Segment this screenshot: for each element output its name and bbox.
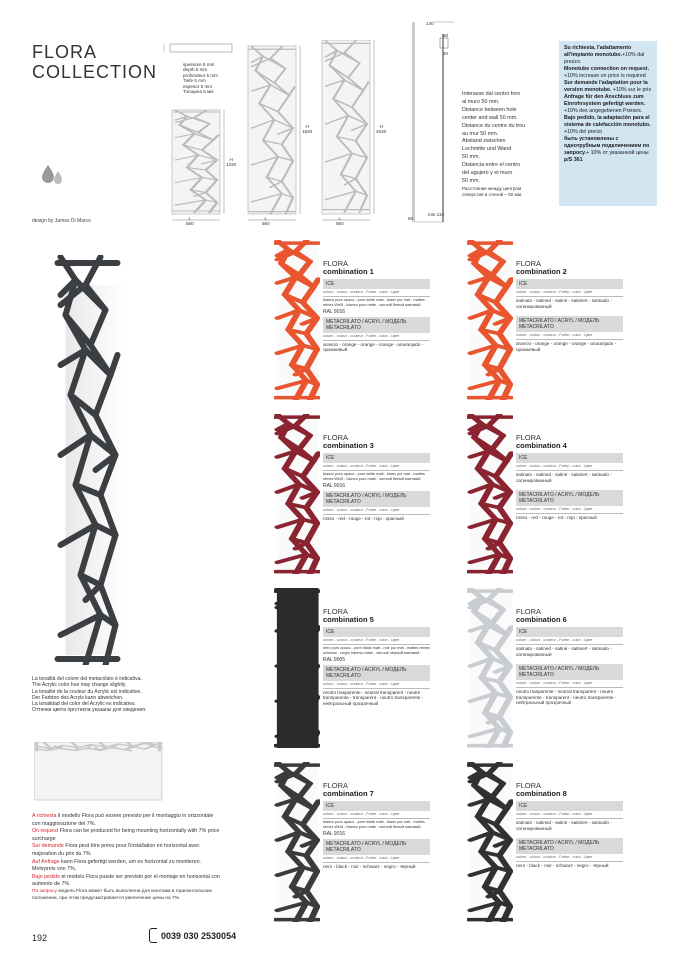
acryl-color: arancio - orange - orange - orange - anaranjado - оранжевый	[323, 341, 424, 353]
mono-bold: Su richiesta, l'adattamento all'impianto monotubo.	[564, 45, 632, 58]
note-line	[32, 874, 222, 889]
colore-label: colore - colour - couleur - Farbe - color - Цвет	[516, 289, 623, 297]
ice-finish: satinato - satined - satiné - satiniert - satinado - сатинированный	[516, 472, 612, 483]
colore-label: colore - colour - couleur - Farbe - color - Цвет	[323, 855, 430, 863]
combination-4-radiator-image	[467, 414, 513, 579]
mono-bold: Anfrage für den Anschluss zum Einrohrsystem gefertigt werden.	[564, 94, 646, 107]
dim-value: 1820	[302, 129, 313, 135]
ice-header: ICE	[516, 627, 623, 637]
dim-h2	[302, 124, 312, 135]
combination-3	[323, 434, 430, 521]
page-title	[32, 42, 157, 82]
note-line: La tonalité de la couleur du Acrylic est indicative.	[32, 688, 142, 695]
dim-w3	[336, 216, 344, 227]
acryl-color: neutro trasparente - neutral transparent - neutre transparente - transparent - neutro transparente - нейтральный прозрачный	[516, 689, 617, 706]
note-line	[32, 859, 222, 874]
combination-5-radiator-image	[274, 588, 320, 753]
acryl-header: METACRILATO / ACRYL / МОДЕЛЬ METACRILATO	[323, 317, 430, 333]
ral-code: RAL 9016	[323, 830, 346, 837]
spec-line: espesor 5 mm	[183, 83, 213, 89]
ice-finish: bianco puro opaco - pure white matt - blanc pur mat - mattes reines Weiß - blanco puro mate - чистый белый матовый	[323, 472, 425, 481]
spec-line: profondeur 5 mm	[183, 72, 218, 78]
mono-bold: Bajo pedido, la adaptación para el sistema de calefacción monotubo.	[564, 115, 651, 128]
acryl-header: METACRILATO / ACRYL / МОДЕЛЬ METACRILATO	[323, 839, 430, 855]
colore-label: colore - colour - couleur - Farbe - color - Цвет	[516, 506, 623, 514]
spec-line: Tiefe 5 mm	[183, 78, 206, 84]
ice-header: ICE	[516, 453, 623, 463]
designer-credit: design by James Di Marco	[32, 218, 91, 224]
dim-h3	[376, 124, 386, 135]
horizontal-radiator-image	[34, 742, 164, 807]
dim-letter: H	[379, 124, 383, 129]
note-line: al muro 50 mm.	[462, 98, 500, 105]
mono-text: +10% del precio	[564, 129, 603, 135]
combination-3-radiator-image	[274, 414, 320, 579]
colore-label: colore - colour - couleur - Farbe - color - Цвет	[516, 854, 623, 862]
note-line: Abstand zwischen	[462, 138, 506, 145]
note-line: Distance du centre du trou	[462, 122, 526, 129]
request-red: Sur demande	[32, 843, 64, 850]
request-text: Flora can be produced for being mounting horizontally with 7% price surcharge	[32, 828, 220, 842]
combination-8-radiator-image	[467, 762, 513, 927]
spacer	[516, 831, 623, 836]
combo-name: combination 6	[516, 615, 567, 624]
note-line: отверстия и стеной – 50 мм.	[462, 191, 523, 197]
combo-brand: FLORA	[516, 607, 542, 616]
colore-label: colore - colour - couleur - Farbe - color - Цвет	[323, 463, 430, 471]
combination-2	[516, 260, 623, 352]
dim-value: 560	[186, 221, 194, 227]
combo-name: combination 5	[323, 615, 374, 624]
combination-6-radiator-image	[467, 588, 513, 753]
spacer	[516, 657, 623, 662]
colore-label: colore - colour - couleur - Farbe - color - Цвет	[516, 637, 623, 645]
ice-finish: bianco puro opaco - pure white matt - blanc pur mat - mattes reines Weiß - blanco puro mate - чистый белый матовый	[323, 298, 425, 307]
title-line2: COLLECTION	[32, 62, 158, 82]
note-line: au mur 50 mm.	[462, 130, 499, 137]
ice-header: ICE	[516, 801, 623, 811]
section-140: 140	[426, 21, 434, 26]
dim-w2	[262, 216, 270, 227]
dim-w1	[186, 216, 194, 227]
note-line: Lochmitte und Wand	[462, 146, 512, 153]
ral-code: RAL 9016	[323, 482, 346, 489]
note-line	[32, 828, 222, 843]
combo-brand: FLORA	[516, 781, 542, 790]
note-line: Der Farbton des Acryls kann abweichen.	[32, 694, 124, 701]
dim-letter: L	[338, 216, 342, 221]
mono-text: + 10% от указанной цены	[586, 150, 649, 156]
ice-finish: bianco puro opaco - pure white matt - blanc pur mat - mattes reines Weiß - blanco puro mate - чистый белый матовый	[323, 820, 425, 829]
combo-name: combination 3	[323, 441, 374, 450]
spec-line: depth 5 mm	[183, 67, 208, 73]
dim-letter: L	[188, 216, 192, 221]
combination-2-radiator-image	[467, 240, 513, 405]
acryl-color: nero - black - noir - schwarz - negro - чёрный	[323, 863, 416, 869]
dim-letter: L	[264, 216, 268, 221]
colore-label: colore - colour - couleur - Farbe - color - Цвет	[323, 811, 430, 819]
note-line: Оттенки цвета оргстекла указаны для сведения.	[32, 707, 147, 714]
note-line: Interasse dal centro foro	[462, 91, 521, 97]
mono-text: +10% increase on price is required	[564, 73, 646, 79]
combo-name: combination 8	[516, 789, 567, 798]
note-line: center and wall 50 mm.	[462, 114, 518, 121]
acryl-header: METACRILATO / ACRYL / МОДЕЛЬ METACRILATO	[323, 665, 430, 681]
ice-finish: satinato - satined - satiné - satiniert - satinado - сатинированный	[516, 298, 612, 309]
acryl-color: rosso - red - rouge - rot - rojo - красный	[516, 515, 597, 521]
dim-value: 2020	[376, 129, 387, 135]
hole-distance-note	[462, 91, 546, 198]
note-line: del agujero y el muro	[462, 170, 513, 177]
dim-h1	[226, 157, 236, 168]
ice-header: ICE	[323, 801, 430, 811]
section-bottom-50: 50	[408, 216, 414, 221]
combo-brand: FLORA	[323, 607, 349, 616]
colore-label: colore - colour - couleur - Farbe - color - Цвет	[323, 333, 430, 341]
ice-header: ICE	[516, 279, 623, 289]
request-text: il modello Flora può essere previsto per il montaggio in orizzontale con maggiorazione del 7%.	[32, 813, 214, 827]
colore-label: colore - colour - couleur - Farbe - color - Цвет	[516, 811, 623, 819]
page-number: 192	[32, 933, 48, 943]
request-text: kann Flora gefertigt werden, um es horizontal zu montieren. Mehrpreis von 7%.	[32, 858, 202, 873]
title-line1: FLORA	[32, 42, 98, 62]
ral-code: RAL 9005	[323, 656, 346, 663]
combination-1	[323, 260, 430, 353]
ice-finish: satinato - satined - satiné - satiniert - satinado - сатинированный	[516, 646, 612, 657]
acryl-header: METACRILATO / ACRYL / МОДЕЛЬ METACRILATO	[516, 490, 623, 506]
combination-5	[323, 608, 430, 706]
ice-finish: satinato - satined - satiné - satiniert - satinado - сатинированный	[516, 820, 612, 831]
ice-header: ICE	[323, 453, 430, 463]
ral-code: RAL 9016	[323, 308, 346, 315]
combination-6	[516, 608, 623, 706]
colore-label: colore - colour - couleur - Farbe - color - Цвет	[516, 332, 623, 340]
mono-text: +10% des angegebenen Preises.	[564, 108, 643, 114]
dim-value: 560	[336, 221, 344, 227]
monotube-note	[559, 41, 657, 206]
combo-brand: FLORA	[323, 259, 349, 268]
note-line: 50 mm.	[462, 154, 480, 161]
note-line: La tonalità del colore del metacrilato è indicativa.	[32, 676, 142, 682]
phone-number: 0039 030 2530054	[161, 930, 237, 941]
mono-bold: p/S 361	[564, 157, 583, 163]
colore-label: colore - colour - couleur - Farbe - color - Цвет	[516, 463, 623, 471]
combo-brand: FLORA	[516, 259, 542, 268]
note-line: Расстояние между центром	[462, 185, 522, 191]
combo-name: combination 4	[516, 441, 567, 450]
colore-label: colore - colour - couleur - Farbe - color - Цвет	[516, 680, 623, 688]
phone-icon	[149, 928, 157, 943]
note-line	[32, 813, 222, 828]
spec-line: spessore 5 mm	[183, 62, 215, 67]
note-line: The Acrylic color hue may change slightly.	[32, 682, 127, 689]
acryl-header: METACRILATO / ACRYL / МОДЕЛЬ METACRILATO	[323, 491, 430, 507]
combo-name: combination 7	[323, 789, 374, 798]
combo-brand: FLORA	[323, 433, 349, 442]
spacer	[516, 483, 623, 488]
colore-label: colore - colour - couleur - Farbe - color - Цвет	[323, 289, 430, 297]
phone-contact	[149, 928, 236, 943]
ice-finish: nero puro opaco - pure black matt - noir pur mat - mattes reines schwarz - negro intenso mate - чистый чёрный матовый	[323, 646, 430, 655]
dim-letter: H	[229, 157, 233, 162]
mono-bold: Monotube connection on request.	[564, 66, 650, 72]
combination-7	[323, 782, 430, 869]
acryl-header: METACRILATO / ACRYL / МОДЕЛЬ METACRILATO	[516, 664, 623, 680]
section-40: 40	[443, 51, 449, 56]
section-min-110: min 110	[428, 212, 445, 217]
note-line: 50 mm.	[462, 177, 480, 184]
note-line: Distance between hole	[462, 106, 517, 113]
acryl-header: METACRILATO / ACRYL / МОДЕЛЬ METACRILATO	[516, 838, 623, 854]
dim-letter: H	[305, 124, 309, 129]
ice-header: ICE	[323, 279, 430, 289]
request-red: On request	[32, 828, 59, 835]
hero-radiator-image	[40, 255, 135, 670]
combination-8	[516, 782, 623, 869]
note-line: La tonalidad del color del Acrylic es indicativa.	[32, 701, 136, 708]
acrylic-tone-note	[32, 676, 192, 714]
note-line	[32, 889, 222, 902]
water-drops-icon	[40, 163, 64, 192]
mono-bold: быть установлены с однотрубным подключением по запросу.	[564, 136, 650, 156]
acryl-color: arancio - orange - orange - orange - anaranjado - оранжевый	[516, 341, 617, 352]
request-red: A richiesta	[32, 813, 57, 819]
request-text: модель Flora может быть выполнена для монтажа в горизонтальном положении, при этом предусматривается увеличение цены на 7%.	[32, 888, 212, 901]
colore-label: colore - colour - couleur - Farbe - color - Цвет	[323, 681, 430, 689]
acryl-header: METACRILATO / ACRYL / МОДЕЛЬ METACRILATO	[516, 316, 623, 332]
mono-bold: Sur demande l'adaptation pour la version monotube.	[564, 80, 648, 93]
request-red: Bajo pedido	[32, 873, 60, 880]
dim-value: 1220	[226, 162, 237, 168]
dim-value: 560	[262, 221, 270, 227]
combo-brand: FLORA	[516, 433, 542, 442]
spec-line: Толщина 5 мм	[183, 89, 214, 95]
request-text: Flora peut être prévu pour l'installation en horizontal avec majoration du prix du 7%	[32, 843, 200, 857]
thickness-spec	[183, 62, 218, 94]
request-text: el modelo Flora puede ser previsto por el montaje en horizontal con aumento de 7%.	[32, 873, 220, 888]
combo-brand: FLORA	[323, 781, 349, 790]
colore-label: colore - colour - couleur - Farbe - color - Цвет	[323, 637, 430, 645]
section-50: 50	[443, 33, 449, 38]
acryl-color: rosso - red - rouge - rot - rojo - красный	[323, 515, 404, 521]
colore-label: colore - colour - couleur - Farbe - color - Цвет	[323, 507, 430, 515]
combo-name: combination 2	[516, 267, 567, 276]
request-red: Auf Anfrage	[32, 858, 60, 865]
note-line: Distancia entre el centro	[462, 162, 521, 169]
combo-name: combination 1	[323, 267, 374, 276]
mono-text: +10% dal prezzo.	[564, 52, 645, 65]
acryl-color: nero - black - noir - schwarz - negro - чёрный	[516, 863, 609, 869]
spacer	[516, 309, 623, 314]
acryl-color: neutro trasparente - neutral transparent - neutre transparente - transparent - neutro transparente - нейтральный прозрачный	[323, 689, 424, 706]
combination-4	[516, 434, 623, 521]
combination-1-radiator-image	[274, 240, 320, 405]
request-red: По запросу	[32, 888, 58, 894]
horizontal-mounting-note	[32, 813, 222, 902]
ice-header: ICE	[323, 627, 430, 637]
mono-text: +10% sur le prix	[612, 87, 652, 93]
note-line	[32, 843, 222, 858]
combination-7-radiator-image	[274, 762, 320, 927]
